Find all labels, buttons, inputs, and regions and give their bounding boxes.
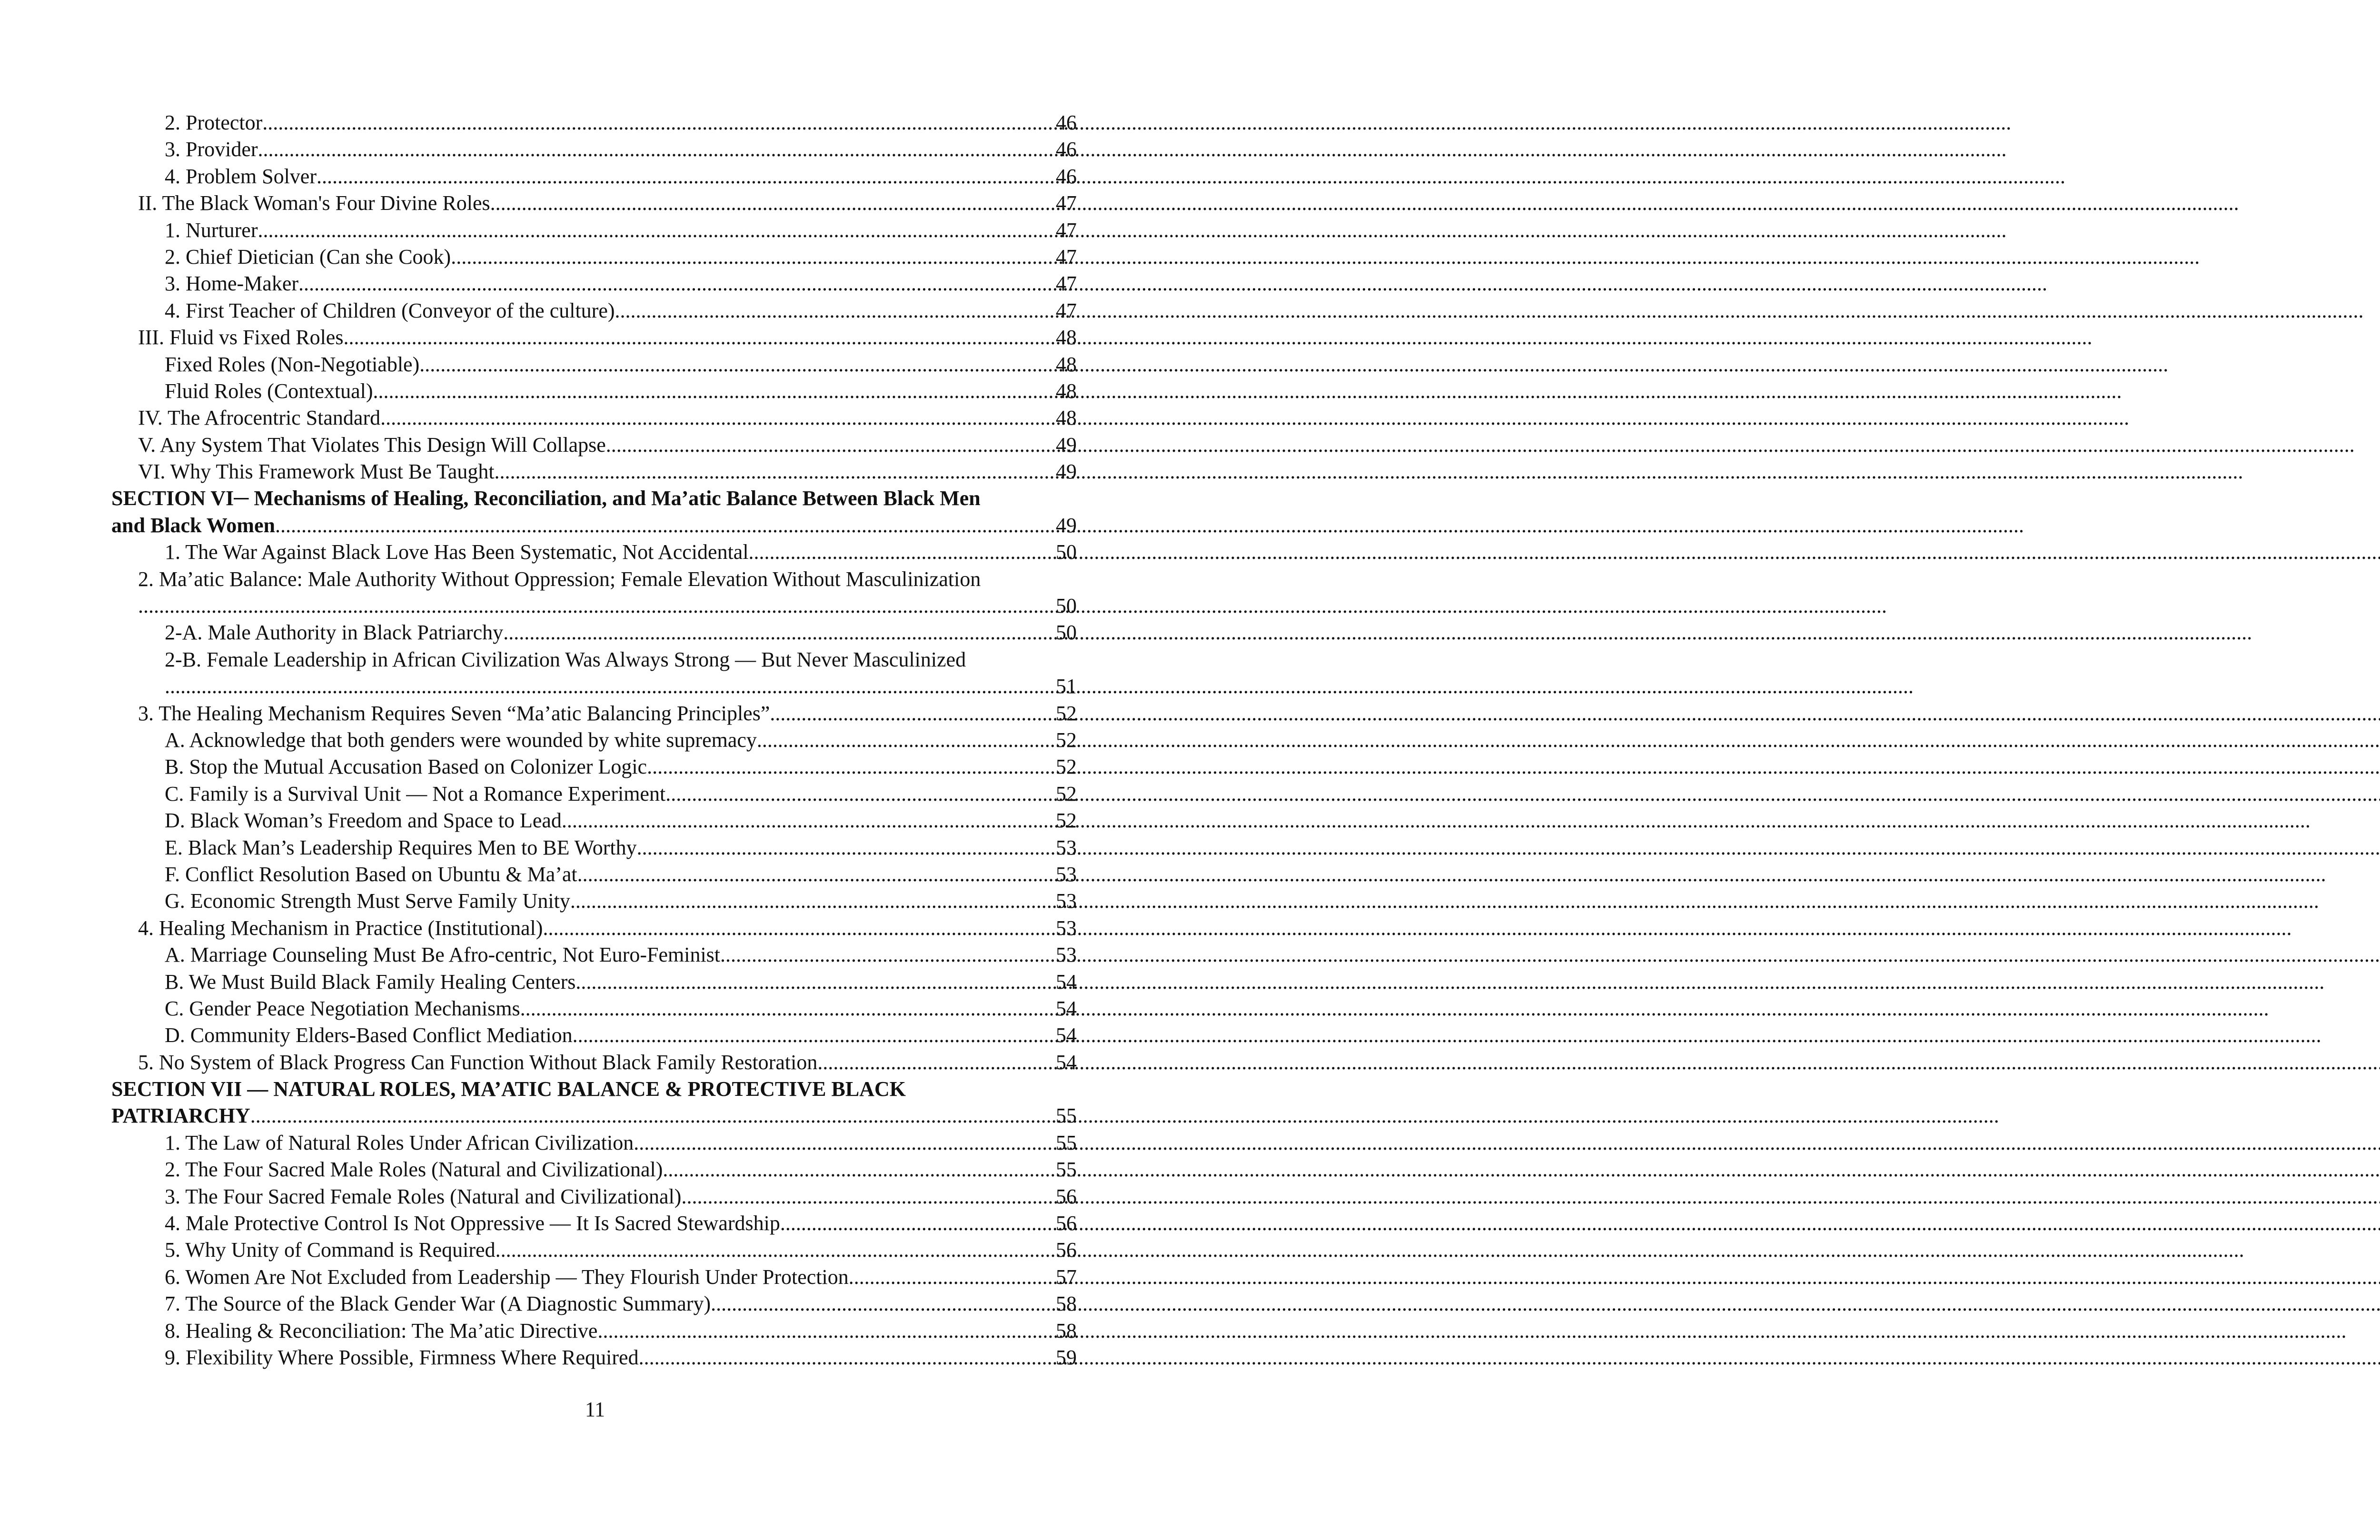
- toc-entry-page: 47: [1056, 245, 1077, 268]
- toc-entry-title: C. Family is a Survival Unit — Not a Romance Experiment: [165, 782, 666, 805]
- toc-entry-title: D. Black Woman’s Freedom and Space to Lead: [165, 809, 562, 833]
- toc-entry[interactable]: [111, 1183, 1077, 1210]
- toc-entry-page: 46: [1056, 111, 1077, 134]
- toc-entry[interactable]: [111, 1049, 1077, 1076]
- toc-entry[interactable]: [111, 1210, 1077, 1237]
- toc-entry-title: B. Stop the Mutual Accusation Based on Colonizer Logic: [165, 755, 647, 779]
- dot-leader: [615, 298, 1056, 324]
- toc-entry[interactable]: [111, 1318, 1077, 1344]
- toc-entry[interactable]: [111, 298, 1077, 324]
- toc-entry-page: 52: [1056, 701, 1077, 725]
- toc-entry-page: 53: [1056, 916, 1077, 940]
- toc-entry-page: 46: [1056, 138, 1077, 161]
- dot-leader: [520, 995, 1056, 1022]
- toc-entry-row: [111, 1022, 1077, 1049]
- toc-entry-row: [111, 1210, 1077, 1237]
- dot-leader: [138, 593, 1056, 619]
- toc-entry[interactable]: [111, 109, 1077, 136]
- toc-entry-row: [111, 1156, 1077, 1183]
- toc-entry-page: 51: [1056, 675, 1077, 698]
- toc-entry[interactable]: [111, 485, 1077, 539]
- toc-entry-page: 50: [1056, 621, 1077, 645]
- toc-entry-title: 3. The Four Sacred Female Roles (Natural and Civilizational): [165, 1184, 682, 1208]
- toc-entry-page: 48: [1056, 352, 1077, 376]
- toc-entry-title: IV. The Afrocentric Standard: [138, 406, 381, 430]
- toc-entry-row: [111, 1237, 1077, 1263]
- toc-entry-row: [111, 807, 1077, 834]
- toc-entry-title: Fluid Roles (Contextual): [165, 379, 373, 403]
- toc-entry-page: 54: [1056, 970, 1077, 994]
- dot-leader: [562, 807, 1056, 834]
- toc-entry-title: III. Fluid vs Fixed Roles: [138, 326, 344, 349]
- toc-entry-row: [111, 727, 1077, 754]
- toc-entry-title: 1. The War Against Black Love Has Been Systematic, Not Accidental: [165, 540, 749, 564]
- toc-entry-page: 50: [1056, 540, 1077, 564]
- toc-entry-title: 2. Chief Dietician (Can she Cook): [165, 245, 451, 268]
- dot-leader: [262, 109, 1056, 136]
- toc-entry-row: [111, 942, 1077, 968]
- toc-entry-title: 4. Healing Mechanism in Practice (Institutional): [138, 916, 543, 940]
- toc-entry-title: II. The Black Woman's Four Divine Roles: [138, 191, 490, 215]
- toc-entry-page: 49: [1056, 513, 1077, 537]
- dot-leader: [681, 1183, 1056, 1210]
- dot-leader: [780, 1210, 1056, 1237]
- toc-entry-title-line: 2. Ma’atic Balance: Male Authority Without Oppression; Female Elevation Without Masculinization: [138, 567, 981, 591]
- toc-entry-title: 3. Provider: [165, 138, 258, 161]
- toc-entry-title: 8. Healing & Reconciliation: The Ma’atic Directive: [165, 1319, 598, 1342]
- dot-leader: [647, 754, 1056, 780]
- toc-entry-title: A. Acknowledge that both genders were wounded by white supremacy: [165, 728, 757, 752]
- dot-leader: [817, 1049, 1056, 1076]
- toc-entry-row: [111, 593, 1077, 619]
- toc-entry-page: 52: [1056, 728, 1077, 752]
- toc-entry-row: [111, 915, 1077, 942]
- toc-entry-row: [111, 458, 1077, 485]
- dot-leader: [770, 700, 1056, 727]
- toc-entry-page: 49: [1056, 460, 1077, 484]
- toc-entry-page: 52: [1056, 755, 1077, 779]
- toc-entry[interactable]: [111, 727, 1077, 754]
- toc-entry-title: PATRIARCHY: [111, 1104, 250, 1128]
- dot-leader: [849, 1264, 1056, 1291]
- toc-entry-page: 53: [1056, 862, 1077, 886]
- toc-entry-title-line: SECTION VI─ Mechanisms of Healing, Reconciliation, and Ma’atic Balance Between Black Men: [111, 487, 981, 510]
- toc-entry-page: 48: [1056, 379, 1077, 403]
- dot-leader: [258, 217, 1056, 244]
- toc-entry-row: [111, 1291, 1077, 1317]
- toc-entry[interactable]: [111, 888, 1077, 914]
- dot-leader: [639, 1344, 1056, 1371]
- toc-entry[interactable]: [111, 1264, 1077, 1291]
- toc-entry-row: [111, 995, 1077, 1022]
- toc-entry-page: 58: [1056, 1319, 1077, 1342]
- toc-entry-title: F. Conflict Resolution Based on Ubuntu & Ma’at: [165, 862, 577, 886]
- toc-entry-title: 2-A. Male Authority in Black Patriarchy: [165, 621, 504, 645]
- toc-entry-title: 5. No System of Black Progress Can Function Without Black Family Restoration: [138, 1050, 818, 1074]
- dot-leader: [298, 270, 1056, 297]
- toc-entry-page: 56: [1056, 1238, 1077, 1262]
- toc-entry-row: [111, 1318, 1077, 1344]
- dot-leader: [573, 1022, 1056, 1049]
- toc-entry-page: 48: [1056, 326, 1077, 349]
- toc-entry[interactable]: [111, 244, 1077, 270]
- toc-entry-row: [111, 378, 1077, 405]
- toc-entry-title: 3. The Healing Mechanism Requires Seven “Ma’atic Balancing Principles”: [138, 701, 770, 725]
- toc-entry-row: [111, 244, 1077, 270]
- toc-entry[interactable]: [111, 378, 1077, 405]
- toc-entry-page: 56: [1056, 1184, 1077, 1208]
- toc-entry-page: 55: [1056, 1104, 1077, 1128]
- toc-entry-row: [111, 1183, 1077, 1210]
- toc-entry-row: [111, 861, 1077, 888]
- toc-entry-title: D. Community Elders-Based Conflict Mediation: [165, 1023, 573, 1047]
- toc-entry[interactable]: [111, 539, 1077, 566]
- toc-entry-title: 5. Why Unity of Command is Required: [165, 1238, 496, 1262]
- toc-entry-page: 50: [1056, 594, 1077, 618]
- dot-leader: [634, 1130, 1056, 1156]
- toc-entry-row: [111, 190, 1077, 217]
- toc-entry-page: 48: [1056, 406, 1077, 430]
- toc-entry-row: [111, 405, 1077, 431]
- toc-entry[interactable]: [111, 700, 1077, 727]
- toc-entry-row: [111, 1264, 1077, 1291]
- dot-leader: [749, 539, 1056, 566]
- toc-entry[interactable]: [111, 1156, 1077, 1183]
- toc-entry[interactable]: [111, 1344, 1077, 1371]
- toc-entry-title: 2. Protector: [165, 111, 263, 134]
- toc-entry[interactable]: [111, 835, 1077, 861]
- dot-leader: [597, 1318, 1056, 1344]
- toc-entry-title: 7. The Source of the Black Gender War (A Diagnostic Summary): [165, 1292, 711, 1316]
- dot-leader: [373, 378, 1056, 405]
- toc-entry-title: VI. Why This Framework Must Be Taught: [138, 460, 495, 484]
- toc-entry[interactable]: [111, 754, 1077, 780]
- toc-entry-row: [111, 512, 1077, 539]
- toc-entry-page: 46: [1056, 164, 1077, 188]
- toc-entry-row: [111, 432, 1077, 458]
- toc-entry-title: 9. Flexibility Where Possible, Firmness Where Required: [165, 1345, 639, 1369]
- toc-entry[interactable]: [111, 163, 1077, 190]
- toc-entry-row: [111, 969, 1077, 995]
- toc-entry-title: 4. First Teacher of Children (Conveyor of the culture): [165, 298, 615, 322]
- toc-entry-title: 3. Home-Maker: [165, 272, 299, 296]
- toc-entry-title: G. Economic Strength Must Serve Family Unity: [165, 889, 570, 913]
- toc-entry-row: [111, 109, 1077, 136]
- dot-leader: [250, 1103, 1056, 1129]
- toc-entry-page: 53: [1056, 835, 1077, 859]
- toc-entry-page: 55: [1056, 1158, 1077, 1182]
- dot-leader: [570, 888, 1056, 914]
- toc-entry-page: 47: [1056, 272, 1077, 296]
- toc-entry-page: 47: [1056, 218, 1077, 242]
- toc-entry[interactable]: [111, 915, 1077, 942]
- toc-entry-title: 1. Nurturer: [165, 218, 258, 242]
- toc-entry-row: [111, 1103, 1077, 1129]
- toc-entry[interactable]: [111, 1291, 1077, 1317]
- toc-entry-row: [111, 324, 1077, 351]
- dot-leader: [495, 458, 1056, 485]
- toc-entry-row: [111, 163, 1077, 190]
- toc-entry[interactable]: [111, 646, 1077, 700]
- table-of-contents: [111, 109, 1077, 1371]
- toc-entry-page: 56: [1056, 1212, 1077, 1235]
- toc-entry[interactable]: [111, 1237, 1077, 1263]
- toc-entry-title: 4. Problem Solver: [165, 164, 317, 188]
- toc-entry-row: [111, 888, 1077, 914]
- toc-entry-row: [111, 1049, 1077, 1076]
- toc-entry-page: 52: [1056, 782, 1077, 805]
- toc-entry-row: [111, 781, 1077, 807]
- dot-leader: [317, 163, 1056, 190]
- toc-entry-title: V. Any System That Violates This Design Will Collapse: [138, 433, 606, 457]
- dot-leader: [165, 673, 1056, 700]
- toc-entry-title: 2. The Four Sacred Male Roles (Natural and Civilizational): [165, 1158, 663, 1182]
- toc-entry-title: 4. Male Protective Control Is Not Oppressive — It Is Sacred Stewardship: [165, 1212, 780, 1235]
- toc-entry[interactable]: [111, 995, 1077, 1022]
- toc-entry-row: [111, 270, 1077, 297]
- toc-entry[interactable]: [111, 351, 1077, 378]
- toc-entry[interactable]: [111, 405, 1077, 431]
- toc-entry[interactable]: [111, 458, 1077, 485]
- toc-entry-title: C. Gender Peace Negotiation Mechanisms: [165, 996, 520, 1020]
- dot-leader: [503, 619, 1056, 646]
- dot-leader: [543, 915, 1056, 942]
- dot-leader: [720, 942, 1056, 968]
- toc-entry-page: 54: [1056, 996, 1077, 1020]
- dot-leader: [711, 1291, 1056, 1317]
- toc-entry-row: [111, 539, 1077, 566]
- toc-entry[interactable]: [111, 324, 1077, 351]
- toc-entry-page: 59: [1056, 1345, 1077, 1369]
- toc-entry[interactable]: [111, 619, 1077, 646]
- toc-entry-page: 47: [1056, 298, 1077, 322]
- page-number: 11: [585, 1398, 605, 1421]
- toc-entry[interactable]: [111, 861, 1077, 888]
- dot-leader: [606, 432, 1056, 458]
- toc-entry-row: [111, 700, 1077, 727]
- toc-entry[interactable]: [111, 190, 1077, 217]
- toc-entry-page: 53: [1056, 943, 1077, 967]
- toc-entry-page: 57: [1056, 1265, 1077, 1289]
- toc-entry-row: [111, 1130, 1077, 1156]
- toc-entry[interactable]: [111, 1076, 1077, 1130]
- toc-entry-row: [111, 298, 1077, 324]
- dot-leader: [575, 969, 1056, 995]
- toc-entry-row: [111, 351, 1077, 378]
- dot-leader: [663, 1156, 1056, 1183]
- toc-entry-page: 53: [1056, 889, 1077, 913]
- dot-leader: [637, 835, 1056, 861]
- dot-leader: [490, 190, 1056, 217]
- dot-leader: [496, 1237, 1056, 1263]
- dot-leader: [577, 861, 1056, 888]
- dot-leader: [757, 727, 1056, 754]
- toc-entry-page: 55: [1056, 1131, 1077, 1154]
- dot-leader: [258, 136, 1056, 163]
- toc-entry-title-line: 2-B. Female Leadership in African Civilization Was Always Strong — But Never Masculinized: [165, 647, 966, 671]
- toc-entry-title: E. Black Man’s Leadership Requires Men to BE Worthy: [165, 835, 637, 859]
- toc-entry[interactable]: [111, 270, 1077, 297]
- toc-entry-title: A. Marriage Counseling Must Be Afro-centric, Not Euro-Feminist: [165, 943, 721, 967]
- dot-leader: [451, 244, 1056, 270]
- toc-entry-title: Fixed Roles (Non-Negotiable): [165, 352, 420, 376]
- toc-entry[interactable]: [111, 566, 1077, 620]
- toc-entry[interactable]: [111, 942, 1077, 968]
- toc-entry-title-line: SECTION VII — NATURAL ROLES, MA’ATIC BALANCE & PROTECTIVE BLACK: [111, 1077, 906, 1101]
- toc-entry[interactable]: [111, 432, 1077, 458]
- toc-entry-page: 47: [1056, 191, 1077, 215]
- toc-entry[interactable]: [111, 136, 1077, 163]
- toc-entry[interactable]: [111, 781, 1077, 807]
- toc-entry[interactable]: [111, 1022, 1077, 1049]
- toc-entry-row: [111, 673, 1077, 700]
- toc-entry-page: 52: [1056, 809, 1077, 833]
- dot-leader: [419, 351, 1056, 378]
- dot-leader: [380, 405, 1056, 431]
- toc-entry-row: [111, 136, 1077, 163]
- toc-entry-page: 54: [1056, 1050, 1077, 1074]
- toc-entry[interactable]: [111, 217, 1077, 244]
- toc-entry[interactable]: [111, 1130, 1077, 1156]
- dot-leader: [343, 324, 1056, 351]
- dot-leader: [275, 512, 1056, 539]
- toc-entry-page: 54: [1056, 1023, 1077, 1047]
- toc-entry[interactable]: [111, 969, 1077, 995]
- toc-entry-row: [111, 619, 1077, 646]
- toc-entry-title: and Black Women: [111, 513, 275, 537]
- toc-entry-page: 49: [1056, 433, 1077, 457]
- toc-entry-page: 58: [1056, 1292, 1077, 1316]
- toc-entry-row: [111, 217, 1077, 244]
- dot-leader: [665, 781, 1056, 807]
- toc-entry-row: [111, 1344, 1077, 1371]
- toc-entry-row: [111, 754, 1077, 780]
- toc-entry[interactable]: [111, 807, 1077, 834]
- toc-entry-title: 6. Women Are Not Excluded from Leadership — They Flourish Under Protection: [165, 1265, 849, 1289]
- toc-entry-row: [111, 835, 1077, 861]
- toc-entry-title: 1. The Law of Natural Roles Under African Civilization: [165, 1131, 634, 1154]
- toc-entry-title: B. We Must Build Black Family Healing Centers: [165, 970, 576, 994]
